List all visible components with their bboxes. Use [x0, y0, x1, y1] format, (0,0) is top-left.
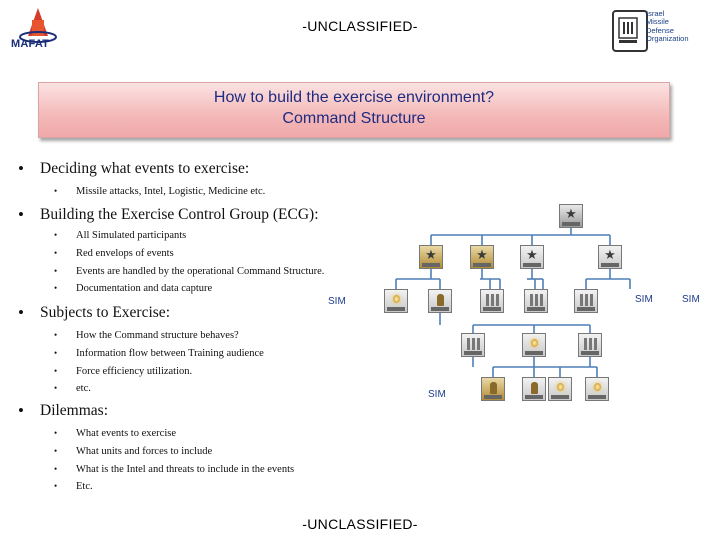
list-item: • What units and forces to include — [18, 443, 294, 461]
title-banner — [38, 82, 670, 138]
list-item: • All Simulated participants — [18, 227, 324, 245]
list-item: • Red envelops of events — [18, 245, 324, 263]
list-item: • Missile attacks, Intel, Logistic, Medicine etc. — [18, 183, 265, 201]
list-item: • Force efficiency utilization. — [18, 363, 264, 381]
imdo-emblem-icon — [612, 10, 648, 52]
field-unit — [548, 377, 572, 401]
field-unit — [522, 377, 546, 401]
sub-unit — [522, 333, 546, 357]
logo-right-line: Organization — [646, 33, 689, 43]
logo-right-line: Israel — [646, 9, 665, 18]
sim-label: SIM — [635, 294, 653, 305]
list-item: • etc. — [18, 380, 264, 398]
sub-unit — [384, 289, 408, 313]
field-unit — [585, 377, 609, 401]
command-unit — [598, 245, 622, 269]
list-item: • Events are handled by the operational Command Structure. — [18, 263, 324, 281]
sim-label: SIM — [682, 294, 700, 305]
command-unit — [470, 245, 494, 269]
sim-label: SIM — [328, 296, 346, 307]
sub-unit — [480, 289, 504, 313]
sub-list — [18, 425, 294, 496]
sub-list — [18, 183, 265, 201]
logo-right-line: Missile — [646, 17, 669, 27]
command-structure-diagram — [310, 195, 720, 420]
sub-list — [18, 227, 324, 298]
sub-unit — [428, 289, 452, 313]
command-unit — [419, 245, 443, 269]
list-item: • Etc. — [18, 478, 294, 496]
sub-unit — [461, 333, 485, 357]
section-dilemmas — [18, 402, 294, 496]
sub-unit — [524, 289, 548, 313]
classification-bottom: -UNCLASSIFIED- — [302, 516, 418, 532]
logo-left-text: MAFAT — [11, 38, 50, 50]
section-subjects — [18, 304, 264, 398]
classification-top: -UNCLASSIFIED- — [302, 18, 418, 34]
section-heading: • Deciding what events to exercise: — [18, 160, 265, 178]
list-item: • What events to exercise — [18, 425, 294, 443]
sub-list — [18, 327, 264, 398]
list-item: • How the Command structure behaves? — [18, 327, 264, 345]
connector-lines — [310, 195, 720, 420]
section-heading: • Building the Exercise Control Group (ECG): — [18, 206, 324, 224]
top-command-unit — [559, 204, 583, 228]
section-events — [18, 160, 265, 201]
section-ecg — [18, 206, 324, 298]
command-unit — [520, 245, 544, 269]
list-item: • What is the Intel and threats to include in the events — [18, 461, 294, 479]
sub-unit — [578, 333, 602, 357]
list-item: • Information flow between Training audience — [18, 345, 264, 363]
title-line-1: How to build the exercise environment? — [213, 89, 495, 106]
section-heading: • Dilemmas: — [18, 402, 294, 420]
imdo-logo-text — [646, 10, 706, 50]
field-unit — [481, 377, 505, 401]
list-item: • Documentation and data capture — [18, 280, 324, 298]
section-heading: • Subjects to Exercise: — [18, 304, 264, 322]
logo-right-line: Defense — [646, 25, 674, 35]
sub-unit — [574, 289, 598, 313]
title-line-2: Command Structure — [282, 110, 426, 127]
sim-label: SIM — [428, 389, 446, 400]
